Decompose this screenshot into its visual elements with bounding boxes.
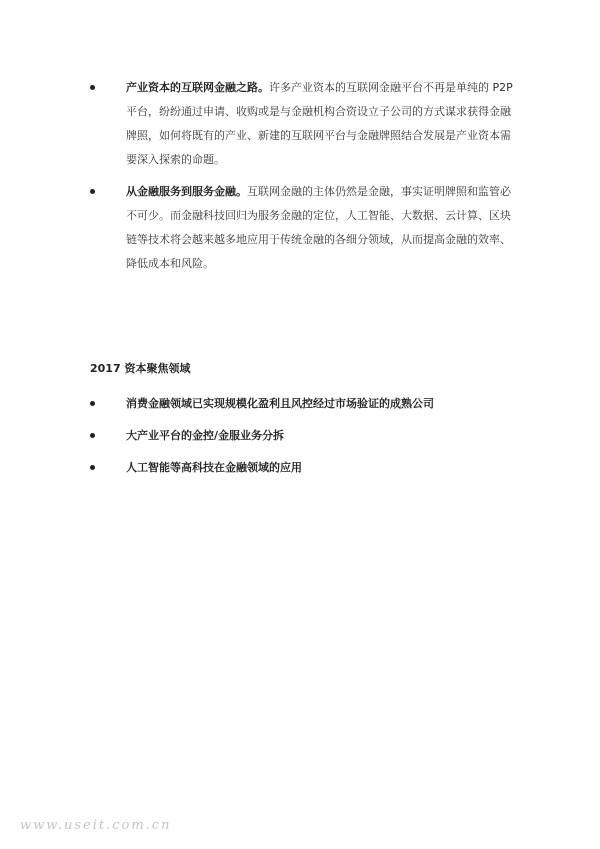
focus-item-spinoff [90, 424, 520, 448]
intro-bullet-list [90, 76, 520, 284]
bullet-lead: 产业资本的互联网金融之路。 [126, 81, 269, 94]
focus-item-text: 大产业平台的金控/金服业务分拆 [126, 429, 285, 442]
bullet-dot-icon [90, 401, 95, 406]
focus-item-text: 消费金融领域已实现规模化盈利且风控经过市场验证的成熟公司 [126, 397, 434, 410]
focus-item-text: 人工智能等高科技在金融领域的应用 [126, 461, 302, 474]
watermark: www.useit.com.cn [20, 818, 172, 833]
focus-item-consumer-finance [90, 392, 520, 416]
bullet-industrial-capital [90, 76, 520, 172]
bullet-dot-icon [90, 189, 95, 194]
bullet-dot-icon [90, 465, 95, 470]
bullet-dot-icon [90, 433, 95, 438]
section-title: 2017 资本聚焦领域 [90, 362, 191, 375]
bullet-lead: 从金融服务到服务金融。 [126, 185, 247, 198]
focus-bullet-list [90, 392, 520, 488]
bullet-text: 许多产业资本的互联网金融平台不再是单纯的 P2P 平台，纷纷通过申请、收购或是与金融机构合资设立子公司的方式谋求获得金融牌照，如何将既有的产业、新建的互联网平台与金融牌照结合发展是产业资本需要深入探索的命题。 [126, 81, 513, 166]
focus-item-ai [90, 456, 520, 480]
bullet-service-finance [90, 180, 520, 276]
bullet-text: 互联网金融的主体仍然是金融，事实证明牌照和监管必不可少。而金融科技回归为服务金融的定位，人工智能、大数据、云计算、区块链等技术将会越来越多地应用于传统金融的各细分领域，从而提高金融的效率、降低成本和风险。 [126, 185, 511, 270]
bullet-dot-icon [90, 85, 95, 90]
